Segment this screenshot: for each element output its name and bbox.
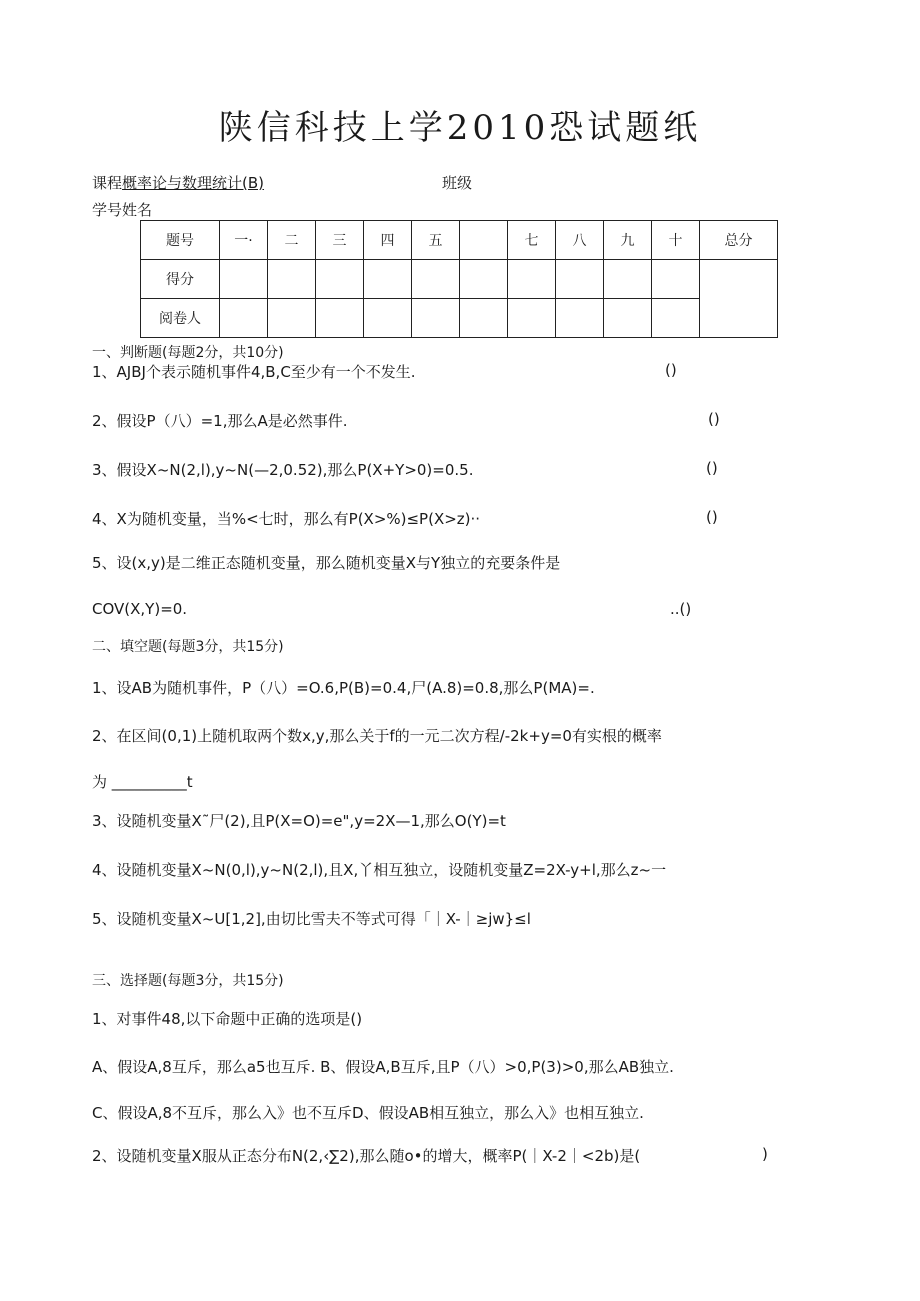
score-cell[interactable]: [364, 260, 412, 299]
judge-question-5: 5、设(x,y)是二维正态随机变量，那么随机变量X与Y独立的充要条件是: [92, 554, 561, 572]
column-header: 九: [604, 221, 652, 260]
answer-bracket[interactable]: ..(): [670, 600, 692, 618]
grader-cell[interactable]: [508, 299, 556, 338]
section-1-title: 一、判断题(每题2分，共10分): [92, 345, 284, 361]
grader-cell[interactable]: [220, 299, 268, 338]
choice-options-ab: A、假设A,8互斥，那么a5也互斥. B、假设A,B互斥,且P（八）>0,P(3)>0,那么AB独立.: [92, 1058, 674, 1076]
fill-question-3: 3、设随机变量X˜尸(2),且P(X=O)=e",y=2X—1,那么O(Y)=t: [92, 812, 506, 830]
header-label-cell: 题号: [141, 221, 220, 260]
grader-cell[interactable]: [652, 299, 700, 338]
column-header: 五: [412, 221, 460, 260]
total-header: 总分: [700, 221, 778, 260]
grader-cell[interactable]: [412, 299, 460, 338]
answer-bracket[interactable]: (): [706, 508, 718, 526]
score-row-label: 得分: [141, 260, 220, 299]
total-cell[interactable]: [700, 260, 778, 338]
judge-question-2: 2、假设P（八）=1,那么A是必然事件.: [92, 412, 348, 430]
fill-question-2: 2、在区间(0,1)上随机取两个数x,y,那么关于f的一元二次方程/-2k+y=0有实根的概率: [92, 727, 662, 745]
score-cell[interactable]: [268, 260, 316, 299]
grader-cell[interactable]: [556, 299, 604, 338]
section-3-title: 三、选择题(每题3分，共15分): [92, 973, 284, 989]
answer-bracket[interactable]: (): [706, 459, 718, 477]
judge-question-4: 4、X为随机变量，当%<七时，那么有P(X>%)≤P(X>z)··: [92, 510, 481, 528]
fill-question-5: 5、设随机变量X~U[1,2],由切比雪夫不等式可得「｜X-｜≥jw}≤l: [92, 910, 531, 928]
course-label: 课程: [92, 174, 123, 192]
judge-question-1: 1、AJBJ个表示随机事件4,B,C至少有一个不发生.: [92, 363, 416, 381]
column-header: 三: [316, 221, 364, 260]
course-line: [92, 172, 264, 193]
fill-question-2-continued: 为 __________t: [92, 773, 193, 791]
grader-cell[interactable]: [364, 299, 412, 338]
section-2-title: 二、填空题(每题3分，共15分): [92, 639, 284, 655]
score-cell[interactable]: [556, 260, 604, 299]
column-header: 十: [652, 221, 700, 260]
class-label: 班级: [442, 174, 473, 192]
grader-cell[interactable]: [604, 299, 652, 338]
answer-bracket[interactable]: ): [762, 1145, 768, 1163]
choice-question-2: 2、设随机变量X服从正态分布N(2,‹∑2),那么随o•的增大，概率P(｜X-2｜<2b)是(: [92, 1147, 641, 1165]
score-cell[interactable]: [652, 260, 700, 299]
score-table: [140, 220, 778, 338]
exam-title: 陕信科技上学2010恐试题纸: [218, 108, 702, 148]
grader-cell[interactable]: [316, 299, 364, 338]
grader-cell[interactable]: [268, 299, 316, 338]
fill-question-4: 4、设随机变量X~N(0,l),y~N(2,l),且X,丫相互独立，设随机变量Z=2X-y+l,那么z~一: [92, 861, 667, 879]
choice-options-cd: C、假设A,8不互斥，那么入》也不互斥D、假设AB相互独立，那么入》也相互独立.: [92, 1104, 644, 1122]
score-cell[interactable]: [316, 260, 364, 299]
column-header: 七: [508, 221, 556, 260]
answer-bracket[interactable]: (): [708, 410, 720, 428]
column-header: 一·: [220, 221, 268, 260]
grader-cell[interactable]: [460, 299, 508, 338]
score-cell[interactable]: [604, 260, 652, 299]
id-name-label: 学号姓名: [92, 201, 153, 219]
score-cell[interactable]: [412, 260, 460, 299]
grader-row: [141, 299, 778, 338]
judge-question-5-continued: COV(X,Y)=0.: [92, 600, 188, 618]
score-cell[interactable]: [460, 260, 508, 299]
column-header: 八: [556, 221, 604, 260]
score-row: [141, 260, 778, 299]
answer-bracket[interactable]: (): [665, 361, 677, 379]
column-header: 四: [364, 221, 412, 260]
column-header: 二: [268, 221, 316, 260]
grader-row-label: 阅卷人: [141, 299, 220, 338]
column-header: [460, 221, 508, 260]
course-name: 概率论与数理统计(B): [122, 174, 265, 192]
score-cell[interactable]: [508, 260, 556, 299]
judge-question-3: 3、假设X~N(2,l),y~N(—2,0.52),那么P(X+Y>0)=0.5.: [92, 461, 474, 479]
score-cell[interactable]: [220, 260, 268, 299]
score-table-header-row: [141, 221, 778, 260]
choice-question-1: 1、对事件48,以下命题中正确的选项是(): [92, 1010, 363, 1028]
fill-question-1: 1、设AB为随机事件，P（八）=O.6,P(B)=0.4,尸(A.8)=0.8,那么P(MA)=.: [92, 679, 595, 697]
